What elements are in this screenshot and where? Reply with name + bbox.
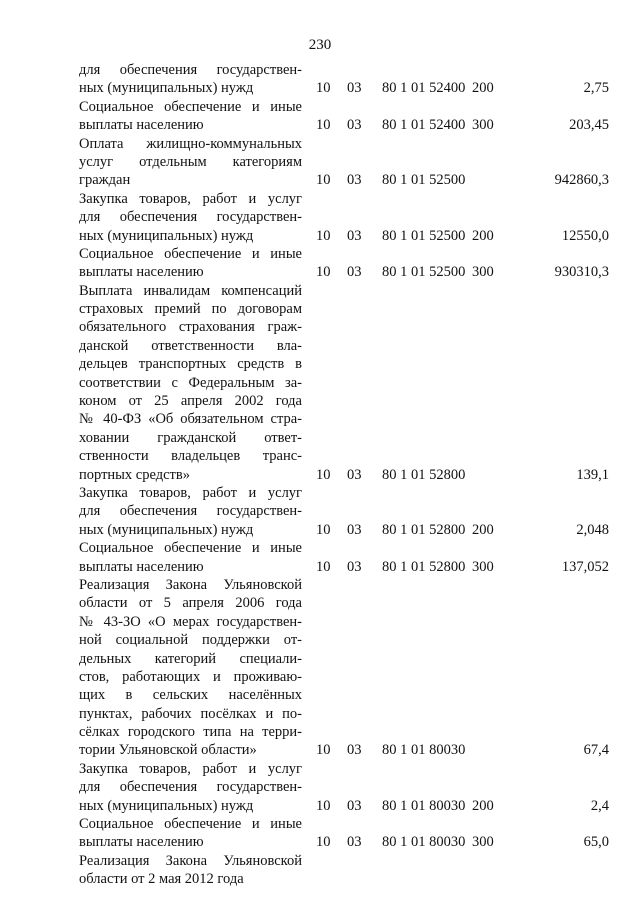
description-line: области от 5 апреля 2006 года [79,595,302,612]
target-article-code: 80 1 01 52500 [382,264,466,281]
expense-type-code: 300 [472,264,494,281]
section-code: 10 [316,521,331,538]
description-line: Оплата жилищно-коммунальных [79,135,302,152]
description-line: для обеспечения государствен- [79,779,302,796]
description-line: Социальное обеспечение и иные [79,816,302,833]
expense-type-code: 200 [472,80,494,97]
description-line: Социальное обеспечение и иные [79,245,302,262]
table-row [0,539,640,576]
expense-type-code: 300 [472,117,494,134]
description-line: коном от 25 апреля 2002 года [79,393,302,410]
description-line: граждан [79,172,131,189]
description-line: ных (муниципальных) нужд [79,521,254,538]
description-line: Закупка товаров, работ и услуг [79,760,302,777]
target-article-code: 80 1 01 52800 [382,466,466,483]
table-row [0,61,640,98]
subsection-code: 03 [347,797,362,814]
description-line: выплаты населению [79,558,204,575]
table-row [0,852,640,889]
description-line: для обеспечения государствен- [79,62,302,78]
description-line: выплаты населению [79,117,204,134]
expense-type-code: 300 [472,558,494,575]
subsection-code: 03 [347,264,362,281]
amount-value: 942860,3 [554,172,609,189]
description-line: для обеспечения государствен- [79,209,302,226]
description-line: дельных категорий специали- [79,650,302,667]
row-codes [0,558,640,576]
description-line: портных средств» [79,466,190,483]
amount-value: 12550,0 [561,227,609,244]
budget-table [0,61,640,889]
subsection-code: 03 [347,227,362,244]
subsection-code: 03 [347,521,362,538]
row-codes [0,833,640,851]
description-line: сёлках городского типа на терри- [79,724,302,741]
row-codes [0,466,640,484]
amount-value: 65,0 [583,834,609,851]
row-codes [0,521,640,539]
table-row [0,815,640,852]
amount-value: 930310,3 [554,264,609,281]
subsection-code: 03 [347,834,362,851]
description-line: № 40-ФЗ «Об обязательном стра- [79,411,302,428]
page-number: 230 [308,37,332,53]
section-code: 10 [316,227,331,244]
description-line: услуг отдельным категориям [79,153,302,170]
description-line: дельцев транспортных средств в [79,356,302,373]
target-article-code: 80 1 01 80030 [382,797,466,814]
section-code: 10 [316,834,331,851]
row-codes [0,797,640,815]
section-code: 10 [316,80,331,97]
description-line: выплаты населению [79,834,204,851]
target-article-code: 80 1 01 52800 [382,521,466,538]
description-line: Социальное обеспечение и иные [79,98,302,115]
row-codes [0,227,640,245]
row-codes [0,116,640,134]
subsection-code: 03 [347,117,362,134]
amount-value: 139,1 [576,466,609,483]
description-line: выплаты населению [79,264,204,281]
section-code: 10 [316,558,331,575]
subsection-code: 03 [347,172,362,189]
description-line: ственности владельцев транс- [79,448,302,465]
description-line: области от 2 мая 2012 года [79,871,244,888]
amount-value: 2,4 [590,797,609,814]
description-line: Реализация Закона Ульяновской [79,852,302,869]
section-code: 10 [316,466,331,483]
target-article-code: 80 1 01 52500 [382,227,466,244]
description-line: соответствии с Федеральным за- [79,374,302,391]
description-line: стов, работающих и проживаю- [79,668,302,685]
description-line: для обеспечения государствен- [79,503,302,520]
table-row [0,190,640,245]
description-line: Выплата инвалидам компенсаций [79,282,302,299]
description-line: ных (муниципальных) нужд [79,797,254,814]
description-line: ной социальной поддержки от- [79,632,302,649]
target-article-code: 80 1 01 80030 [382,834,466,851]
target-article-code: 80 1 01 52800 [382,558,466,575]
table-row [0,760,640,815]
expense-type-code: 300 [472,834,494,851]
subsection-code: 03 [347,558,362,575]
section-code: 10 [316,742,331,759]
table-row [0,98,640,135]
description-line: обязательного страхования граж- [79,319,302,336]
amount-value: 2,048 [576,521,609,538]
target-article-code: 80 1 01 80030 [382,742,466,759]
description-line: ных (муниципальных) нужд [79,80,254,97]
section-code: 10 [316,172,331,189]
expense-type-code: 200 [472,227,494,244]
row-codes [0,171,640,189]
subsection-code: 03 [347,466,362,483]
description-line: ховании гражданской ответ- [79,429,302,446]
section-code: 10 [316,797,331,814]
expense-type-code: 200 [472,521,494,538]
section-code: 10 [316,264,331,281]
table-row [0,282,640,484]
description-line: № 43-ЗО «О мерах государствен- [79,613,302,630]
description-line: страховых премий по договорам [79,301,302,318]
target-article-code: 80 1 01 52400 [382,80,466,97]
description-line: Социальное обеспечение и иные [79,540,302,557]
section-code: 10 [316,117,331,134]
description-line: Закупка товаров, работ и услуг [79,190,302,207]
subsection-code: 03 [347,80,362,97]
target-article-code: 80 1 01 52400 [382,117,466,134]
table-row [0,576,640,760]
table-row [0,245,640,282]
row-codes [0,79,640,97]
expense-type-code: 200 [472,797,494,814]
row-codes [0,263,640,281]
row-codes [0,741,640,759]
description-line: Закупка товаров, работ и услуг [79,484,302,501]
description-line: щих в сельских населённых [79,687,302,704]
amount-value: 2,75 [583,80,609,97]
table-row [0,484,640,539]
subsection-code: 03 [347,742,362,759]
description-line: пунктах, рабочих посёлках и по- [79,705,302,722]
row-description [79,282,302,484]
description-line: Реализация Закона Ульяновской [79,576,302,593]
amount-value: 137,052 [561,558,609,575]
description-line: ных (муниципальных) нужд [79,227,254,244]
amount-value: 67,4 [583,742,609,759]
target-article-code: 80 1 01 52500 [382,172,466,189]
description-line: тории Ульяновской области» [79,742,257,759]
table-row [0,135,640,190]
row-description [79,576,302,760]
description-line: данской ответственности вла- [79,337,302,354]
row-codes [0,870,640,888]
amount-value: 203,45 [569,117,609,134]
